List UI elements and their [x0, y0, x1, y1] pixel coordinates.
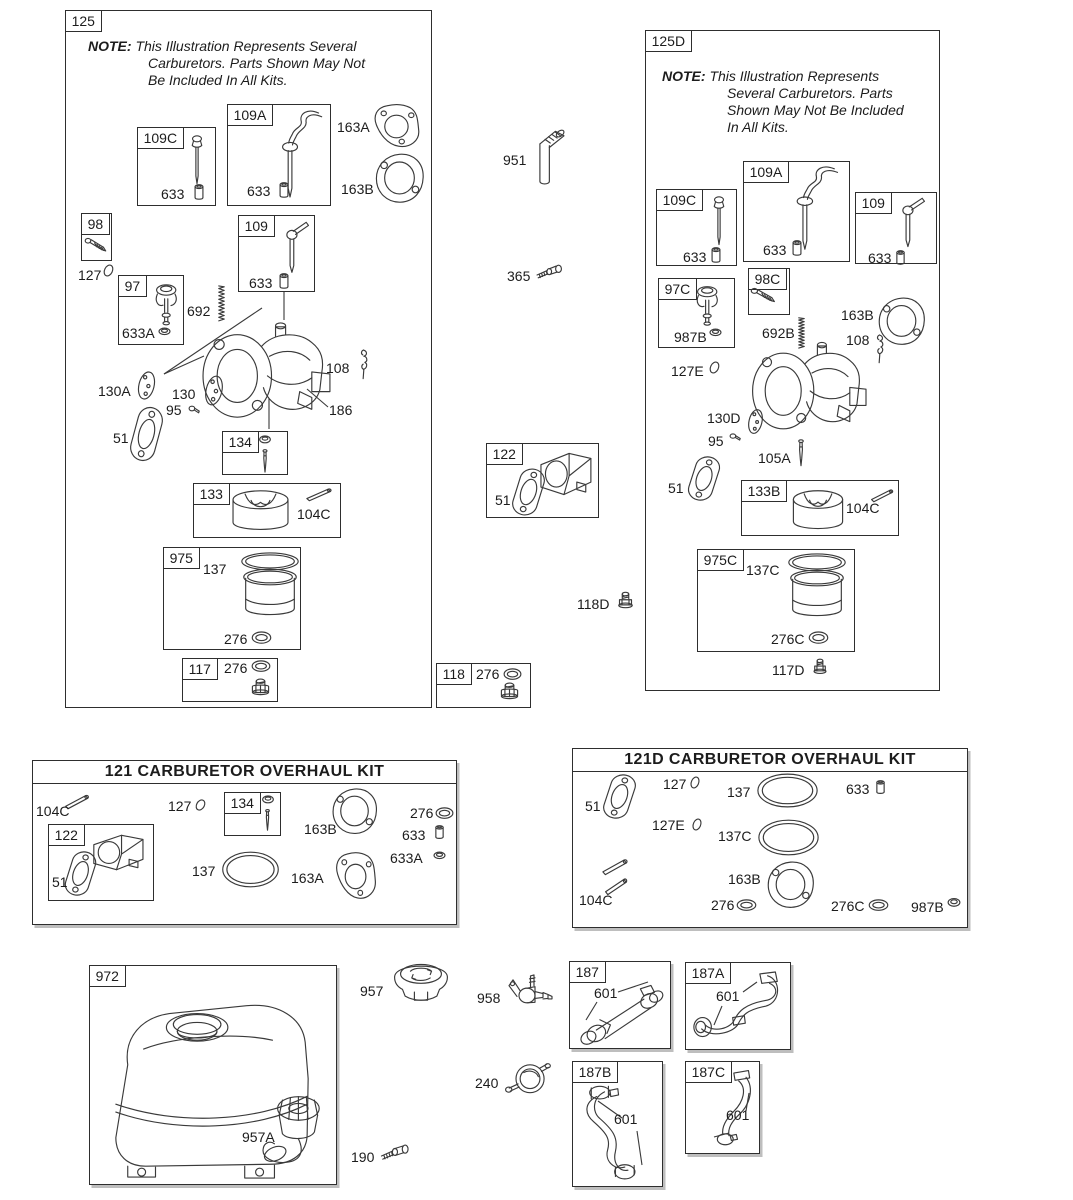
screw-diag-icon: [85, 237, 108, 259]
part-label-51: 51: [668, 480, 684, 496]
plug-icon: [874, 780, 887, 795]
part-label-163A: 163A: [337, 119, 370, 135]
nut-icon: [496, 681, 523, 706]
tiny-screw-icon: [729, 431, 743, 443]
part-label-987B: 987B: [674, 329, 707, 345]
part-label-104C: 104C: [36, 803, 70, 819]
box-975C-tag: 975C: [697, 549, 744, 571]
valve-icon: [504, 972, 554, 1016]
part-label-633: 633: [247, 183, 271, 199]
box-122-tag: 122: [486, 443, 523, 465]
gasket-round-icon: [764, 859, 817, 911]
part-label-118D: 118D: [577, 596, 610, 612]
part-label-692B: 692B: [762, 325, 795, 341]
part-label-95: 95: [708, 433, 724, 449]
part-label-633: 633: [161, 186, 185, 202]
oring-big-icon: [221, 850, 280, 889]
part-label-130A: 130A: [98, 383, 131, 399]
oring-icon: [435, 806, 454, 820]
part-label-633: 633: [249, 275, 273, 291]
part-label-163B: 163B: [341, 181, 374, 197]
bent-needle-icon: [264, 108, 326, 202]
washer-icon: [709, 327, 722, 337]
plug-icon: [277, 273, 291, 290]
carb-body-icon: [749, 337, 875, 436]
gasket-oval-icon: [681, 454, 727, 503]
part-label-104C: 104C: [846, 500, 880, 516]
part-label-692: 692: [187, 303, 211, 319]
tiny-screw-icon: [188, 403, 202, 416]
hose-curve-a-icon: [690, 972, 787, 1046]
bent-needle-icon: [778, 164, 842, 254]
part-label-276C: 276C: [831, 898, 865, 914]
part-label-51: 51: [495, 492, 511, 508]
note-125d-line-1: This Illustration Represents: [709, 68, 880, 84]
part-label-163A: 163A: [291, 870, 324, 886]
box-117-tag: 117: [182, 658, 218, 680]
panel-972-tag: 972: [89, 965, 126, 987]
oring-icon: [736, 898, 757, 912]
box-109-d-tag: 109: [855, 192, 892, 214]
oring-sm-icon: [689, 776, 701, 789]
part-label-601: 601: [716, 988, 740, 1004]
part-label-601: 601: [594, 985, 618, 1001]
oring-icon: [868, 898, 889, 912]
oring-icon: [251, 659, 271, 673]
bowl-icon: [238, 551, 302, 629]
plug-icon: [790, 240, 804, 257]
part-label-51: 51: [52, 874, 68, 890]
plug-icon: [894, 250, 907, 266]
needle-sm-icon: [259, 449, 271, 474]
box-118-tag: 118: [436, 663, 472, 685]
tube-icon: [527, 125, 570, 188]
note-125-line-2: Carburetors. Parts Shown May Not: [148, 55, 366, 71]
bowl-icon: [785, 552, 849, 630]
needle-valve-icon: [705, 195, 733, 249]
part-label-130: 130: [172, 386, 196, 402]
oring-big-icon: [756, 772, 819, 809]
lever-needle-icon: [268, 221, 314, 279]
bolt-h-icon: [377, 1141, 409, 1166]
hose-s-icon: [578, 1084, 656, 1182]
part-label-633: 633: [402, 827, 426, 843]
plug-icon: [277, 182, 291, 199]
part-label-601: 601: [726, 1107, 750, 1123]
box-109C-tag: 109C: [137, 127, 184, 149]
part-label-127: 127: [663, 776, 687, 792]
oring-sm-icon: [194, 799, 207, 811]
part-label-633: 633: [683, 249, 707, 265]
pin-icon: [305, 486, 336, 501]
oring-icon: [251, 630, 272, 645]
float-icon: [227, 487, 294, 535]
part-label-957A: 957A: [242, 1129, 275, 1145]
part-label-127E: 127E: [671, 363, 704, 379]
gasket-oval-icon: [123, 404, 170, 464]
part-label-105A: 105A: [758, 450, 791, 466]
carb-body-icon: [199, 317, 340, 425]
box-975-tag: 975: [163, 547, 200, 569]
part-label-137: 137: [727, 784, 751, 800]
box-187A-tag: 187A: [685, 962, 732, 984]
filter-icon: [503, 1057, 555, 1101]
gasket-oval-icon: [596, 772, 643, 821]
box-109C-d-tag: 109C: [656, 189, 703, 211]
part-label-276: 276: [224, 631, 248, 647]
part-label-127: 127: [168, 798, 192, 814]
part-label-958: 958: [477, 990, 501, 1006]
part-label-276: 276: [224, 660, 248, 676]
part-label-104C: 104C: [579, 892, 613, 908]
nut-icon: [247, 677, 274, 702]
box-97C-tag: 97C: [658, 278, 698, 300]
part-label-957: 957: [360, 983, 384, 999]
oring-sm-icon: [691, 818, 703, 831]
part-label-95: 95: [166, 402, 182, 418]
bolt-v-icon: [613, 591, 638, 618]
pin-icon: [601, 856, 632, 875]
note-125d-label: NOTE:: [662, 68, 706, 84]
seat-icon: [261, 794, 275, 804]
part-label-240: 240: [475, 1075, 499, 1091]
part-label-51: 51: [113, 430, 129, 446]
disc-icon: [200, 373, 228, 408]
washer-icon: [158, 326, 171, 336]
part-label-127: 127: [78, 267, 102, 283]
seat-icon: [258, 434, 272, 444]
note-125-line-1: This Illustration Represents Several: [135, 38, 357, 54]
note-125-label: NOTE:: [88, 38, 132, 54]
plug-icon: [192, 184, 206, 201]
float-icon: [788, 487, 848, 534]
disc-icon: [744, 407, 767, 436]
box-122-kit-tag: 122: [48, 824, 85, 846]
oring-icon: [503, 667, 522, 681]
part-label-633A: 633A: [390, 850, 423, 866]
screw-diag-icon: [751, 287, 777, 310]
box-98-tag: 98: [81, 213, 111, 235]
part-label-633A: 633A: [122, 325, 155, 341]
plug-icon: [709, 247, 723, 264]
part-label-104C: 104C: [297, 506, 331, 522]
part-label-137C: 137C: [746, 562, 780, 578]
box-134-tag: 134: [222, 431, 259, 453]
panel-125D-tag: 125D: [645, 30, 692, 52]
box-187-tag: 187: [569, 961, 606, 983]
oring-sm-icon: [708, 361, 721, 374]
oring-icon: [808, 630, 829, 645]
spacer-icon: [85, 829, 148, 876]
box-98C-tag: 98C: [748, 268, 788, 290]
plug-icon: [433, 825, 446, 840]
gasket-tri-icon: [333, 851, 380, 902]
hose-straight-icon: [577, 982, 665, 1042]
box-134-kit-tag: 134: [224, 792, 261, 814]
lever-needle-icon: [884, 197, 930, 253]
part-label-951: 951: [503, 152, 527, 168]
float-hinge-icon: [688, 284, 728, 334]
part-label-163B: 163B: [728, 871, 761, 887]
needle-valve-icon: [183, 134, 211, 188]
panel-125-tag: 125: [65, 10, 102, 32]
part-label-276: 276: [711, 897, 735, 913]
part-label-108: 108: [846, 332, 870, 348]
spacer-icon: [532, 446, 596, 502]
part-label-633: 633: [763, 242, 787, 258]
box-109-tag: 109: [238, 215, 275, 237]
part-label-163B: 163B: [841, 307, 874, 323]
note-125d-line-4: In All Kits.: [727, 119, 789, 135]
needle-sm-icon: [794, 439, 808, 468]
part-label-127E: 127E: [652, 817, 685, 833]
note-125d-line-3: Shown May Not Be Included: [727, 102, 904, 118]
part-label-276C: 276C: [771, 631, 805, 647]
box-187B-tag: 187B: [572, 1061, 619, 1083]
oring-sm-icon: [102, 264, 115, 277]
washer-icon: [947, 896, 961, 908]
part-label-108: 108: [326, 360, 350, 376]
box-97-tag: 97: [118, 275, 148, 297]
cap-icon: [388, 957, 454, 1011]
clip-icon: [355, 349, 372, 380]
note-125d-line-2: Several Carburetors. Parts: [727, 85, 893, 101]
part-label-633: 633: [868, 250, 892, 266]
screw-h-icon: [533, 261, 562, 282]
part-label-137C: 137C: [718, 828, 752, 844]
kit-121-title: 121 CARBURETOR OVERHAUL KIT: [33, 761, 456, 784]
part-label-137: 137: [203, 561, 227, 577]
oring-big-icon: [757, 818, 820, 857]
gasket-round-icon: [372, 151, 427, 206]
note-125-line-3: Be Included In All Kits.: [148, 72, 288, 88]
box-187C-tag: 187C: [685, 1061, 732, 1083]
part-label-163B: 163B: [304, 821, 337, 837]
box-109A-d-tag: 109A: [743, 161, 790, 183]
gasket-tri-icon: [371, 103, 424, 150]
part-label-365: 365: [507, 268, 531, 284]
part-label-987B: 987B: [911, 899, 944, 915]
part-label-190: 190: [351, 1149, 375, 1165]
part-label-130D: 130D: [707, 410, 741, 426]
part-label-117D: 117D: [772, 662, 805, 678]
part-label-276: 276: [410, 805, 434, 821]
part-label-276: 276: [476, 666, 500, 682]
part-label-51: 51: [585, 798, 601, 814]
bolt-v-icon: [809, 658, 831, 683]
box-133B-tag: 133B: [741, 480, 788, 502]
box-109A-tag: 109A: [227, 104, 274, 126]
washer-icon: [433, 850, 446, 860]
kit-121D-title: 121D CARBURETOR OVERHAUL KIT: [573, 749, 967, 772]
disc-icon: [133, 369, 160, 402]
part-label-633: 633: [846, 781, 870, 797]
part-label-601: 601: [614, 1111, 638, 1127]
needle-sm-icon: [262, 809, 273, 832]
box-134: [222, 431, 288, 475]
part-label-137: 137: [192, 863, 216, 879]
part-label-186: 186: [329, 402, 353, 418]
box-133-tag: 133: [193, 483, 230, 505]
